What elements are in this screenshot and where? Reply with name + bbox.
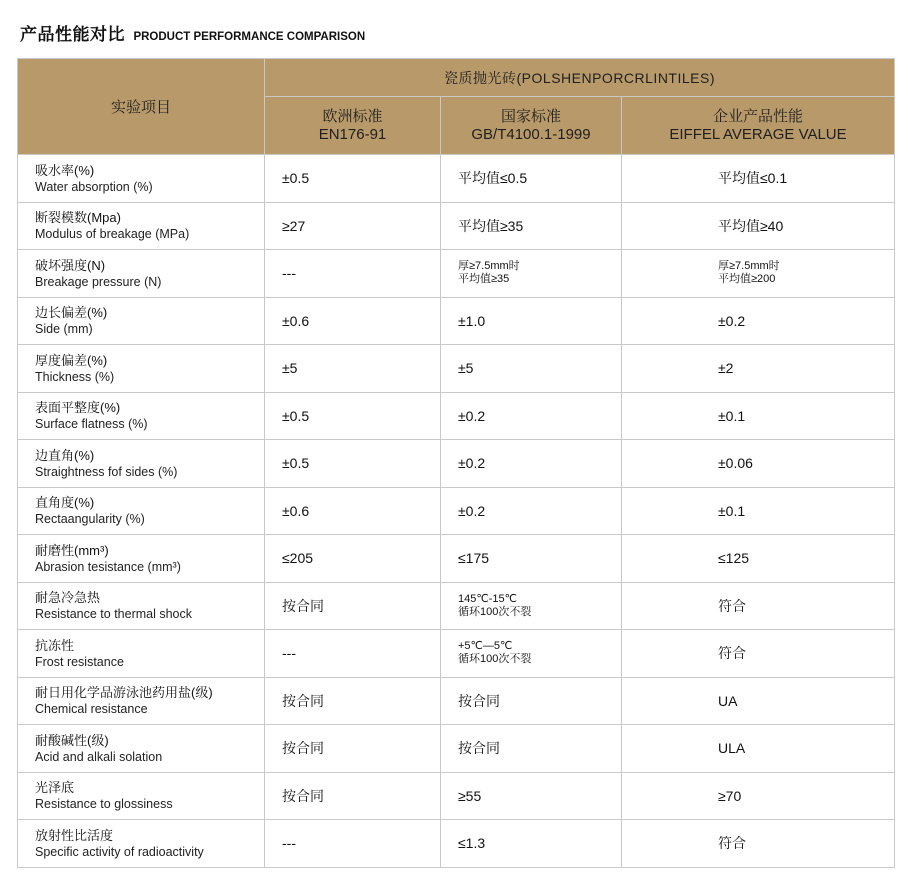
test-item-en: Frost resistance <box>35 654 124 669</box>
table-row <box>18 535 895 583</box>
european-standard-cell: ±0.5 <box>265 440 441 488</box>
national-standard-cell: ±5 <box>441 345 622 393</box>
european-standard-cell: --- <box>265 820 441 868</box>
test-item-cn: 放射性比活度 <box>35 827 114 843</box>
table-row <box>18 297 895 345</box>
header-col-en: GB/T4100.1-1999 <box>471 125 591 143</box>
test-item-en: Abrasion tesistance (mm³) <box>35 559 181 574</box>
national-standard-cell <box>441 630 622 678</box>
national-standard-cell: ≥55 <box>441 772 622 820</box>
test-item-cn: 断裂模数(Mpa) <box>35 210 121 226</box>
european-standard-cell: ±0.5 <box>265 392 441 440</box>
national-standard-cell <box>441 250 622 298</box>
test-item-en: Resistance to glossiness <box>35 797 173 812</box>
european-standard-cell: 按合同 <box>265 582 441 630</box>
test-item-cn: 耐急冷急热 <box>35 590 101 606</box>
national-standard-cell: 按合同 <box>441 677 622 725</box>
test-item-cn: 耐磨性(mm³) <box>35 542 109 558</box>
cell-line: 厚≥7.5mm时 <box>718 260 780 273</box>
performance-comparison-table <box>17 58 895 868</box>
european-standard-cell: 按合同 <box>265 725 441 773</box>
header-national-standard <box>441 97 622 155</box>
header-col-cn: 企业产品性能 <box>713 107 804 125</box>
page-title-en: PRODUCT PERFORMANCE COMPARISON <box>133 31 366 43</box>
european-standard-cell: ±0.6 <box>265 487 441 535</box>
test-item-en: Modulus of breakage (MPa) <box>35 227 190 242</box>
cell-line: 厚≥7.5mm时 <box>458 260 520 273</box>
test-item-en: Water absorption (%) <box>35 179 153 194</box>
table-row <box>18 772 895 820</box>
national-standard-cell: 平均值≤0.5 <box>441 155 622 203</box>
cell-line: 平均值≥200 <box>718 273 776 286</box>
table-row <box>18 630 895 678</box>
test-item-cn: 直角度(%) <box>35 495 95 511</box>
table-row <box>18 392 895 440</box>
enterprise-value-cell: ±0.2 <box>622 297 895 345</box>
test-item-en: Chemical resistance <box>35 702 148 717</box>
enterprise-value-cell: ≤125 <box>622 535 895 583</box>
page-heading <box>20 20 365 44</box>
test-item-en: Rectaangularity (%) <box>35 512 145 527</box>
test-item-cn: 抗冻性 <box>35 637 75 653</box>
national-standard-cell: ±0.2 <box>441 487 622 535</box>
national-standard-cell: ±0.2 <box>441 392 622 440</box>
table-row <box>18 250 895 298</box>
header-test-item: 实验项目 <box>18 59 265 155</box>
test-item-cell <box>18 677 265 725</box>
test-item-cn: 耐日用化学品游泳池药用盐(级) <box>35 685 213 701</box>
table-row <box>18 582 895 630</box>
table-row <box>18 820 895 868</box>
header-col-en: EIFFEL AVERAGE VALUE <box>669 125 847 143</box>
header-col-en: EN176-91 <box>318 125 387 143</box>
test-item-cell <box>18 297 265 345</box>
european-standard-cell: ≤205 <box>265 535 441 583</box>
header-european-standard <box>265 97 441 155</box>
test-item-en: Surface flatness (%) <box>35 417 148 432</box>
table-body <box>18 155 895 868</box>
enterprise-value-cell: ±0.1 <box>622 392 895 440</box>
header-tile-type: 瓷质抛光砖(POLSHENPORCRLINTILES) <box>265 59 895 97</box>
cell-line: 145℃-15℃ <box>458 592 517 605</box>
test-item-cell <box>18 630 265 678</box>
enterprise-value-cell <box>622 250 895 298</box>
enterprise-value-cell: ±0.1 <box>622 487 895 535</box>
test-item-cn: 破坏强度(N) <box>35 257 106 273</box>
enterprise-value-cell: 平均值≥40 <box>622 202 895 250</box>
enterprise-value-cell: ±0.06 <box>622 440 895 488</box>
test-item-cell <box>18 725 265 773</box>
national-standard-cell: ±0.2 <box>441 440 622 488</box>
table-row <box>18 487 895 535</box>
enterprise-value-cell: 符合 <box>622 582 895 630</box>
cell-line: 循环100次不裂 <box>458 653 532 666</box>
table-header <box>18 59 895 155</box>
national-standard-cell: ≤1.3 <box>441 820 622 868</box>
header-col-cn: 欧洲标准 <box>322 107 383 125</box>
european-standard-cell: 按合同 <box>265 677 441 725</box>
national-standard-cell <box>441 582 622 630</box>
test-item-cell <box>18 820 265 868</box>
test-item-en: Breakage pressure (N) <box>35 274 162 289</box>
enterprise-value-cell: UA <box>622 677 895 725</box>
header-enterprise-value <box>622 97 895 155</box>
enterprise-value-cell: ±2 <box>622 345 895 393</box>
enterprise-value-cell: ULA <box>622 725 895 773</box>
test-item-en: Acid and alkali solation <box>35 749 163 764</box>
table-row <box>18 677 895 725</box>
test-item-cell <box>18 250 265 298</box>
test-item-cell <box>18 202 265 250</box>
european-standard-cell: ±5 <box>265 345 441 393</box>
test-item-cell <box>18 535 265 583</box>
test-item-cn: 边长偏差(%) <box>35 305 108 321</box>
european-standard-cell: ±0.5 <box>265 155 441 203</box>
page-title-cn: 产品性能对比 <box>20 25 125 44</box>
test-item-cn: 边直角(%) <box>35 447 95 463</box>
enterprise-value-cell: ≥70 <box>622 772 895 820</box>
test-item-cn: 光泽底 <box>35 780 75 796</box>
table-row <box>18 440 895 488</box>
test-item-cell <box>18 582 265 630</box>
test-item-en: Side (mm) <box>35 322 93 337</box>
enterprise-value-cell: 符合 <box>622 820 895 868</box>
test-item-cell <box>18 345 265 393</box>
test-item-en: Straightness fof sides (%) <box>35 464 178 479</box>
enterprise-value-cell: 平均值≤0.1 <box>622 155 895 203</box>
european-standard-cell: 按合同 <box>265 772 441 820</box>
test-item-cell <box>18 440 265 488</box>
national-standard-cell: ≤175 <box>441 535 622 583</box>
european-standard-cell: --- <box>265 250 441 298</box>
cell-line: 平均值≥35 <box>458 273 510 286</box>
test-item-cell <box>18 772 265 820</box>
test-item-cn: 表面平整度(%) <box>35 400 121 416</box>
european-standard-cell: ±0.6 <box>265 297 441 345</box>
test-item-en: Specific activity of radioactivity <box>35 844 204 859</box>
european-standard-cell: --- <box>265 630 441 678</box>
test-item-en: Thickness (%) <box>35 369 115 384</box>
test-item-cell <box>18 487 265 535</box>
cell-line: 循环100次不裂 <box>458 605 532 618</box>
test-item-cn: 耐酸碱性(级) <box>35 732 109 748</box>
national-standard-cell: 按合同 <box>441 725 622 773</box>
european-standard-cell: ≥27 <box>265 202 441 250</box>
header-col-cn: 国家标准 <box>500 107 561 125</box>
enterprise-value-cell: 符合 <box>622 630 895 678</box>
table-row <box>18 345 895 393</box>
table-row <box>18 155 895 203</box>
test-item-cell <box>18 155 265 203</box>
test-item-cn: 吸水率(%) <box>35 162 95 178</box>
table-row <box>18 725 895 773</box>
test-item-cn: 厚度偏差(%) <box>35 352 108 368</box>
table-row <box>18 202 895 250</box>
test-item-en: Resistance to thermal shock <box>35 607 193 622</box>
national-standard-cell: 平均值≥35 <box>441 202 622 250</box>
national-standard-cell: ±1.0 <box>441 297 622 345</box>
test-item-cell <box>18 392 265 440</box>
cell-line: +5℃—5℃ <box>458 640 513 653</box>
